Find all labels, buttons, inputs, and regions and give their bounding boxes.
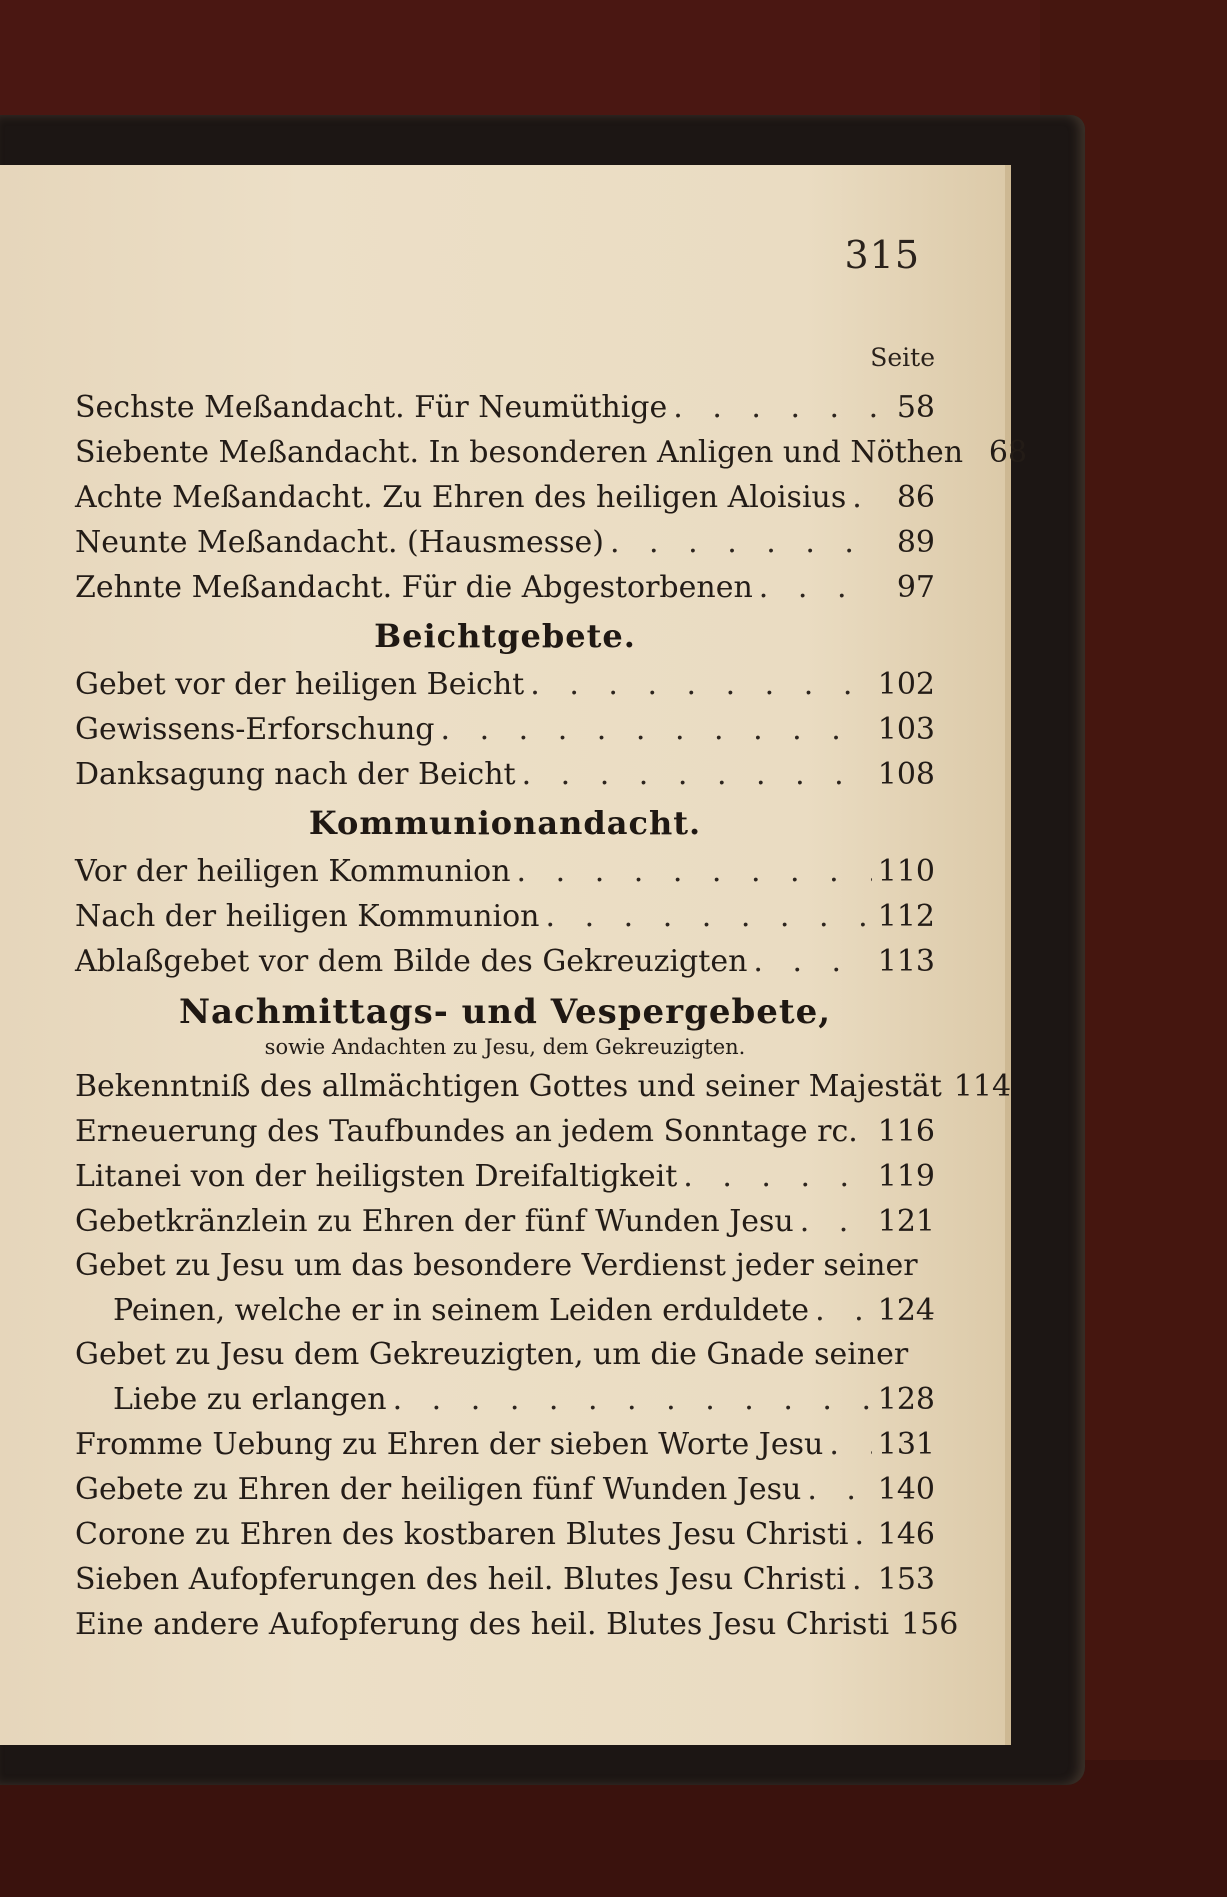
toc-entry: Fromme Uebung zu Ehren der sieben Worte Jesu . . . 131 [75,1422,935,1467]
toc-entry-line: Gebet zu Jesu dem Gekreuzigten, um die Gnade seiner [75,1337,909,1372]
toc-entry: Gebete zu Ehren der heiligen fünf Wunden Jesu . . . 140 [75,1467,935,1512]
toc-entry: Gebet vor der heiligen Beicht . . . 102 [75,662,935,707]
section-heading: Beichtgebete. [374,617,636,655]
toc-entry: Zehnte Meßandacht. Für die Abgestorbenen . . . 97 [75,565,935,610]
toc-entry: Siebente Meßandacht. In besonderen Anligen und Nöthen 68 [75,435,1028,470]
toc-entry: Nach der heiligen Kommunion . . . 112 [75,894,935,939]
toc-entry: Eine andere Aufopferung des heil. Blutes Jesu Christi 156 [75,1607,959,1642]
toc-entry: Litanei von der heiligsten Dreifaltigkeit . . . 119 [75,1154,935,1199]
toc-entry: Vor der heiligen Kommunion . . . 110 [75,849,935,894]
toc-entry-continuation: Liebe zu erlangen . . . 128 [75,1377,935,1422]
toc-entry-line: Gebet zu Jesu um das besondere Verdienst jeder seiner [75,1248,918,1283]
section-subheading: sowie Andachten zu Jesu, dem Gekreuzigten. [264,1035,746,1059]
toc-entry: Achte Meßandacht. Zu Ehren des heiligen Aloisius . . . 86 [75,475,935,520]
toc-entry: Ablaßgebet vor dem Bilde des Gekreuzigten . . . 113 [75,939,935,984]
toc-entry: Erneuerung des Taufbundes an jedem Sonntage rc. 116 [75,1114,935,1149]
toc-rows [75,385,1028,1647]
section-heading: Nachmittags- und Vespergebete, [178,992,832,1032]
page-number: 315 [844,233,920,277]
toc-entry: Danksagung nach der Beicht . . . 108 [75,752,935,797]
toc-entry: Sieben Aufopferungen des heil. Blutes Jesu Christi . . . 153 [75,1557,935,1602]
toc-entry: Gewissens-Erforschung . . . 103 [75,707,935,752]
toc-entry-continuation: Peinen, welche er in seinem Leiden erduldete . . . 124 [75,1288,935,1333]
section-heading: Kommunionandacht. [308,804,702,842]
toc-entry: Corone zu Ehren des kostbaren Blutes Jesu Christi . . . 146 [75,1512,935,1557]
toc-entry: Neunte Meßandacht. (Hausmesse) . . . 89 [75,520,935,565]
toc-entry: Bekenntniß des allmächtigen Gottes und seiner Majestät 114 [75,1069,1012,1104]
page-column-label: Seite [870,343,935,372]
toc-entry: Gebetkränzlein zu Ehren der fünf Wunden Jesu . . . 121 [75,1199,935,1244]
toc-entry: Sechste Meßandacht. Für Neumüthige . . . 58 [75,385,935,430]
book-page [0,165,1028,1745]
